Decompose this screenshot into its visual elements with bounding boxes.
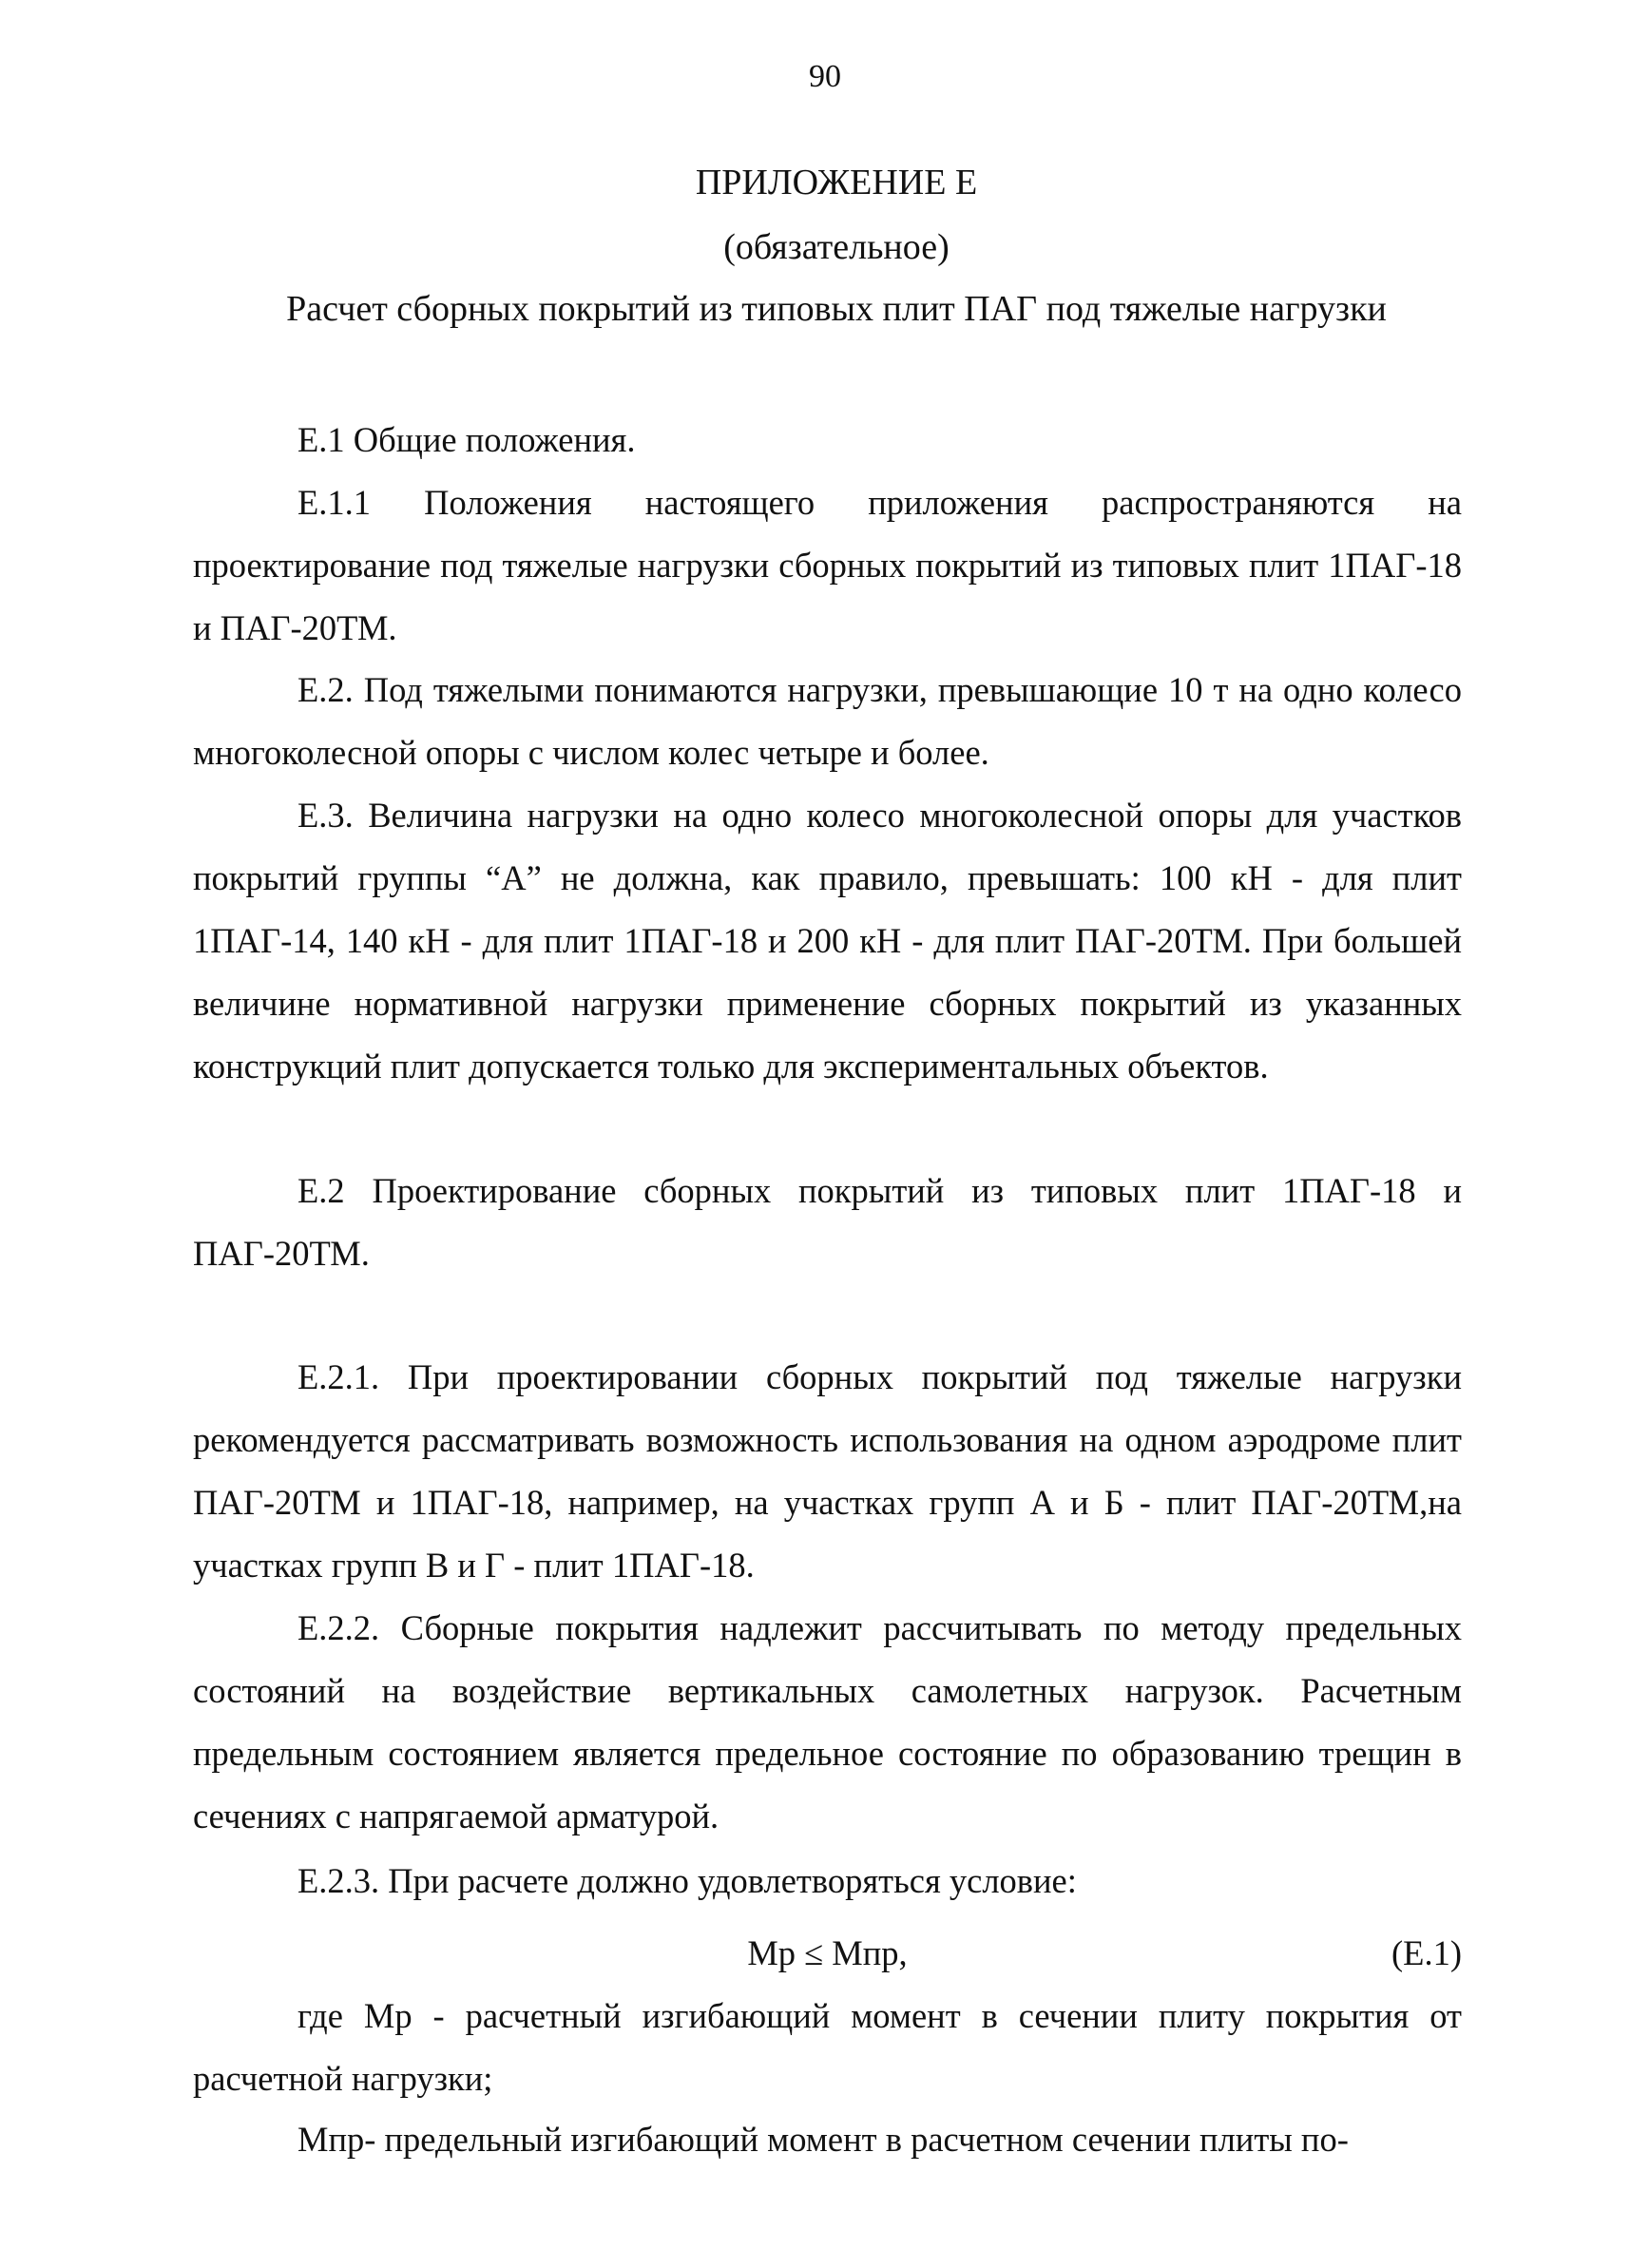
appendix-status: (обязательное) <box>723 227 950 267</box>
where-clause-mpr: Мпр- предельный изгибающий момент в расчетном сечении плиты по- <box>297 2120 1349 2159</box>
section-e1-heading: Е.1 Общие положения. <box>297 420 636 459</box>
paragraph-e2-1: Е.2.1. При проектировании сборных покрытий под тяжелые нагрузки рекомендуется рассматривать возможность использования на одном аэродроме плит ПАГ-20ТМ и 1ПАГ-18, например, на участках групп А и Б - плит ПАГ-20ТМ,на участках групп В и Г - плит 1ПАГ-18. <box>193 1357 1462 1585</box>
formula-e1 <box>193 1922 1462 1985</box>
formula-expression: Мр ≤ Мпр, <box>747 1933 908 1972</box>
paragraph-e2-2: Е.2.2. Сборные покрытия надлежит рассчитывать по методу предельных состояний на воздействие вертикальных самолетных нагрузок. Расчетным предельным состоянием является предельное состояние по образованию трещин в сечениях с напрягаемой арматурой. <box>193 1608 1462 1836</box>
page-number: 90 <box>809 59 841 94</box>
formula-number: (Е.1) <box>1391 1933 1462 1972</box>
appendix-heading: Расчет сборных покрытий из типовых плит ПАГ под тяжелые нагрузки <box>286 289 1387 329</box>
section-e2-heading: Е.2 Проектирование сборных покрытий из типовых плит 1ПАГ-18 и ПАГ-20ТМ. <box>193 1171 1462 1273</box>
where-clause-mp: где Мр - расчетный изгибающий момент в сечении плиту покрытия от расчетной нагрузки; <box>193 1996 1462 2098</box>
paragraph-e2-3: Е.2.3. При расчете должно удовлетворяться условие: <box>297 1861 1077 1900</box>
paragraph-e1-1: Е.1.1 Положения настоящего приложения распространяются на проектирование под тяжелые нагрузки сборных покрытий из типовых плит 1ПАГ-18 и ПАГ-20ТМ. <box>193 483 1462 647</box>
paragraph-e1-3: Е.3. Величина нагрузки на одно колесо многоколесной опоры для участков покрытий группы “А” не должна, как правило, превышать: 100 кН - для плит 1ПАГ-14, 140 кН - для плит 1ПАГ-18 и 200 кН - для плит ПАГ-20ТМ. При большей величине нормативной нагрузки применение сборных покрытий из указанных конструкций плит допускается только для экспериментальных объектов. <box>193 796 1462 1086</box>
appendix-title: ПРИЛОЖЕНИЕ Е <box>695 163 978 202</box>
paragraph-e1-2: Е.2. Под тяжелыми понимаются нагрузки, превышающие 10 т на одно колесо многоколесной опоры с числом колес четыре и более. <box>193 670 1462 772</box>
